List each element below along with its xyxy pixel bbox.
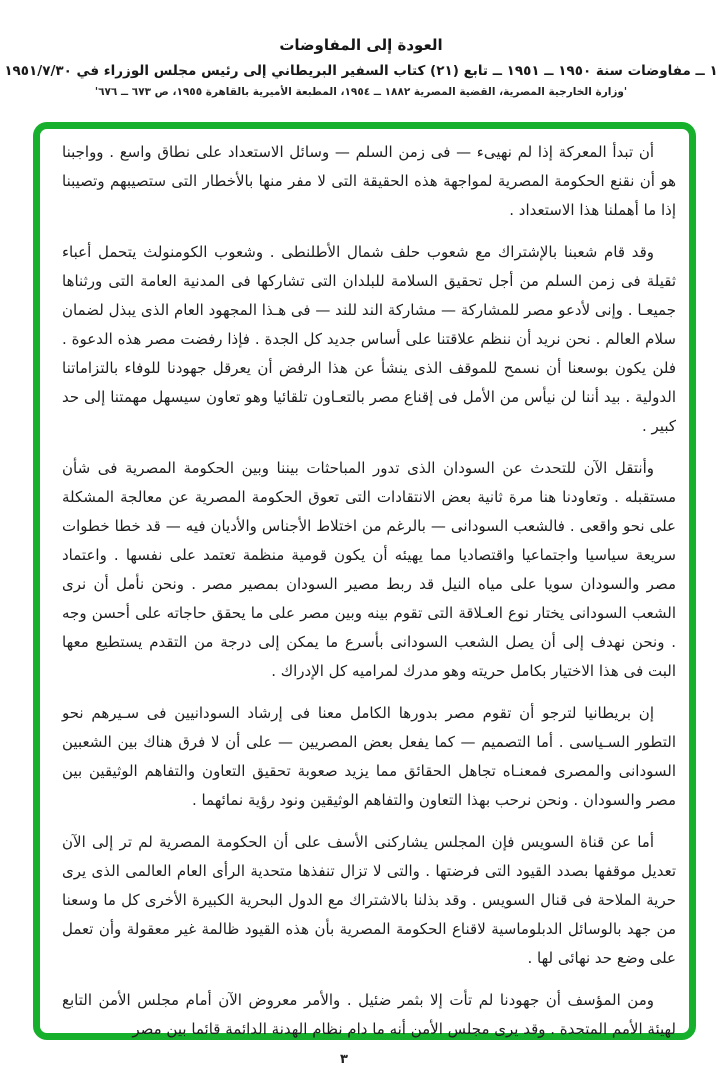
document-subtitle: ١ ــ مفاوضات سنة ١٩٥٠ ــ ١٩٥١ ــ تابع (٢١) كتاب السفير البريطاني إلى رئيس مجلس الوزراء في ١٩٥١/٧/٣٠ [4, 63, 718, 79]
document-header [0, 0, 722, 98]
highlight-box [33, 122, 696, 1040]
page-number: ٣ [340, 1052, 348, 1067]
body-paragraph: وأنتقل الآن للتحدث عن السودان الذى تدور المباحثات بيننا وبين الحكومة المصرية فى شأن مستقبله . وتعاودنا هنا مرة ثانية بعض الانتقادات التى تعوق الحكومة المصرية عن معالجة المشكلة على نحو واقعى . فالشعب السودانى — بالرغم من اختلاط الأجناس والأديان فيه — قد خطا خطوات سريعة سياسيا واجتماعيا واقتصاديا مما يهيئه أن يكون قومية منظمة تعتمد على نفسها . واعتماد مصر والسودان سويا على مياه النيل قد ربط مصير السودان بمصير مصر . ونحن نأمل أن نرى الشعب السودانى يختار نوع العـلاقة التى تقوم بينه وبين مصر على ما يحقق حاجاته على أحسن وجه . ونحن نهدف إلى أن يصل الشعب السودانى بأسرع ما يمكن إلى درجة من التقدم يستطيع معها البت فى هذا الاختيار بكامل حريته وهو مدرك لمراميه كل الإدراك . [62, 459, 676, 680]
body-paragraph: إن بريطانيا لترجو أن تقوم مصر بدورها الكامل معنا فى إرشاد السودانيين فى سـيرهم نحو التطور السـياسى . أما التصميم — كما يفعل بعض المصريين — على أن لا فرق هناك بين الشعبين السودانى والمصرى فمعنـاه تجاهل الحقائق مما يزيد صعوبة تحقيق التعاون والتفاهم الوثيقين بين مصر والسودان . ونحن نرحب بهذا التعاون والتفاهم الوثيقين ونود رؤية نمائهما . [62, 704, 676, 809]
body-paragraph: أما عن قناة السويس فإن المجلس يشاركنى الأسف على أن الحكومة المصرية لم تر إلى الآن تعديل موقفها بصدد القيود التى فرضتها . والتى لا تزال تنفذها متحدية الرأى العام العالمى الذى يرى حرية الملاحة فى قنال السويس . وقد بذلنا بالاشتراك مع الدول البحرية الكبيرة الأخرى كل ما وسعنا من جهد بالوسائل الدبلوماسية لاقناع الحكومة المصرية بأن هذه القيود ظالمة غير معقولة وأن تعمل على وضع حد نهائى لها . [62, 833, 676, 967]
body-paragraph: أن تبدأ المعركة إذا لم نهيىء — فى زمن السلم — وسائل الاستعداد على نطاق واسع . وواجبنا هو أن نقنع الحكومة المصرية لمواجهة هذه الحقيقة التى لا مفر منها بالأخطار التى ستصيبهم وتصيبنا إذا ما أهملنا هذا الاستعداد . [62, 143, 676, 219]
source-citation: 'وزارة الخارجية المصرية، القضية المصرية ١٨٨٢ ــ ١٩٥٤، المطبعة الأميرية بالقاهرة ١٩٥٥، ص ٦٧٣ ــ ٦٧٦' [94, 86, 628, 98]
body-paragraph: وقد قام شعبنا بالإشتراك مع شعوب حلف شمال الأطلنطى . وشعوب الكومنولث يتحمل أعباء ثقيلة فى زمن السلم من أجل تحقيق السلامة للبلدان التى تشاركها فى المدنية العامة التى ورثناها جميعـا . وإنى لأدعو مصر للمشاركة — مشاركة الند للند — فى هـذا المجهود العام الذى يبذل لضمان سلام العالم . نحن نريد أن ننظم علاقتنا على أساس جديد كل الجدة . فإذا رفضت مصر هذه الدعوة . فلن يكون بوسعنا أن نسمح للموقف الذى ينشأ عن هذا الرفض أن يعرقل جهودنا للوفاء بالتزاماتنا الدولية . بيد أننا لن نيأس من الأمل فى إقناع مصر بالتعـاون تلقائيا وهو تعاون سيسهل مهمتنا إلى حد كبير . [62, 243, 676, 435]
page-title: العودة إلى المفاوضات [279, 36, 443, 54]
body-paragraph: ومن المؤسف أن جهودنا لم تأت إلا بثمر ضئيل . والأمر معروض الآن أمام مجلس الأمن التابع لهيئة الأمم المتحدة . وقد يرى مجلس الأمن أنه ما دام نظام الهدنة الدائمة قائما بين مصر [62, 991, 676, 1038]
